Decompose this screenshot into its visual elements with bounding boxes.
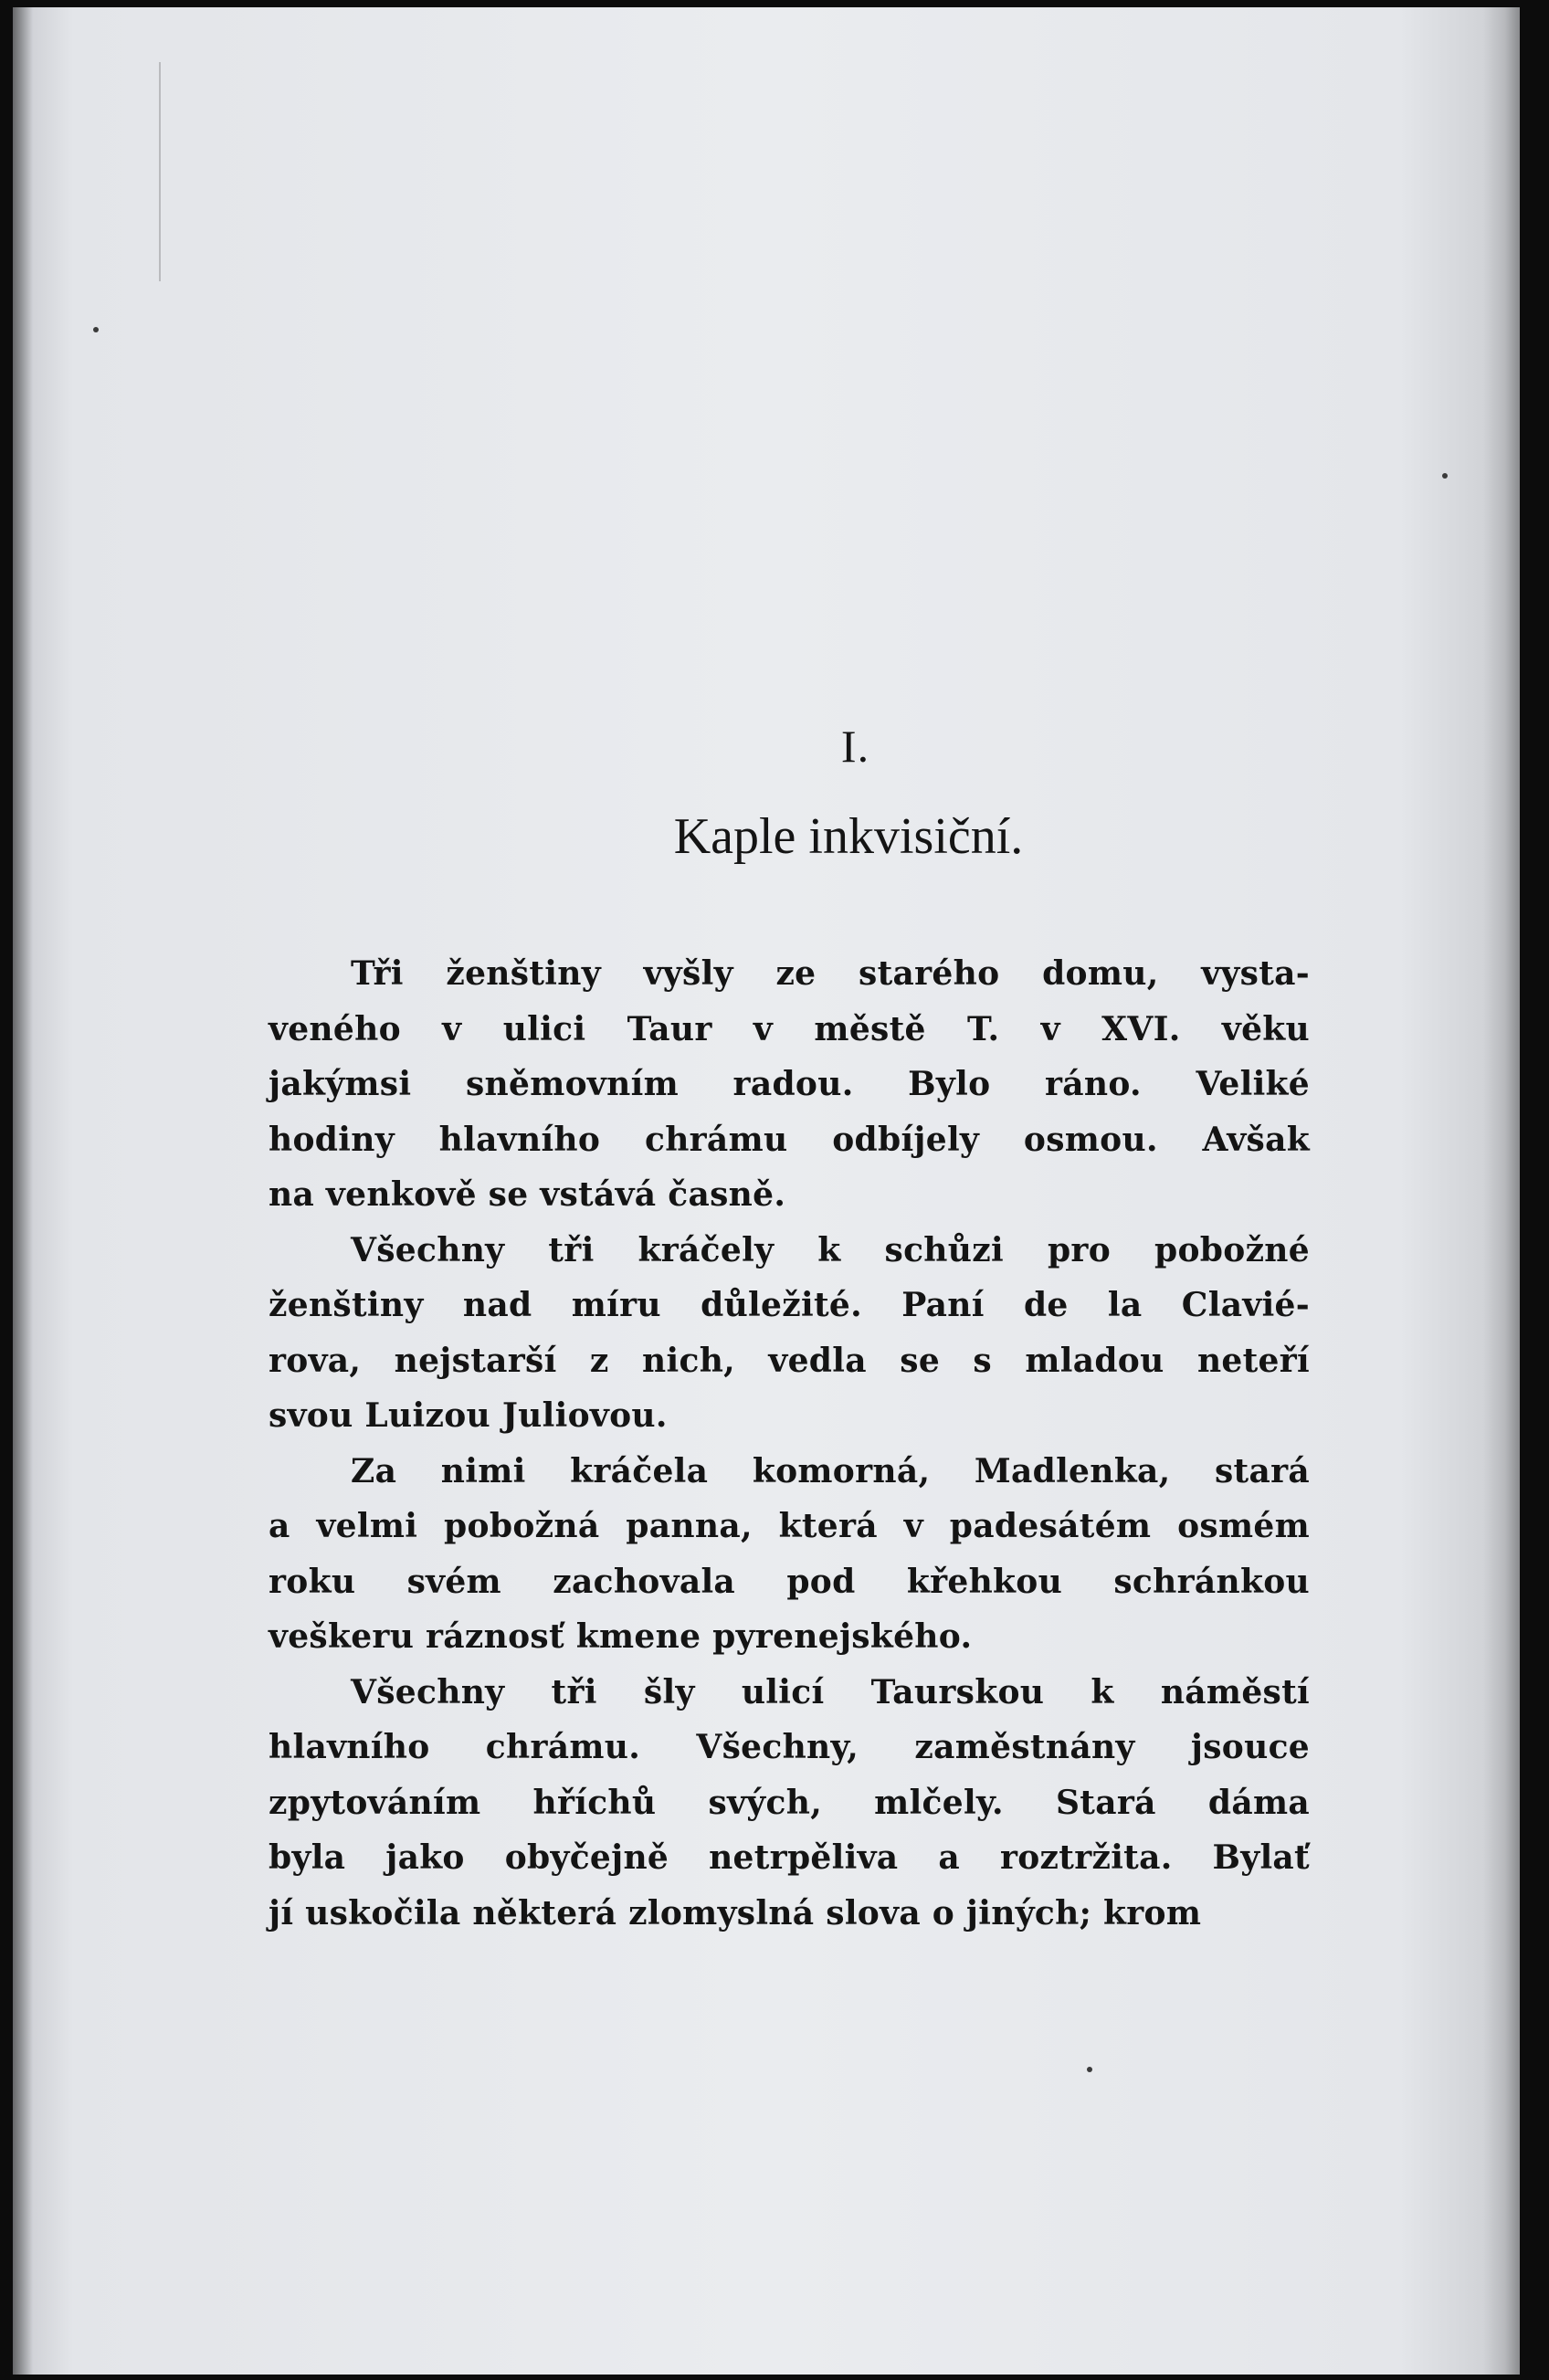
chapter-title: Kaple inkvisiční.	[673, 808, 1024, 865]
text-line: veškeru ráznosť kmene pyrenejského.	[269, 1617, 973, 1656]
text-line: a velmi pobožná panna, která v padesátém osmém	[269, 1507, 1310, 1545]
text-line: hlavního chrámu. Všechny, zaměstnány jsouce	[269, 1728, 1310, 1766]
paragraph	[269, 1444, 1310, 1665]
text-line: roku svém zachovala pod křehkou schránkou	[269, 1562, 1310, 1601]
text-line: Tři ženštiny vyšly ze starého domu, vysta-	[351, 954, 1310, 993]
paragraph	[269, 1665, 1310, 1942]
text-line: na venkově se vstává časně.	[269, 1175, 786, 1214]
text-line: zpytováním hříchů svých, mlčely. Stará dáma	[269, 1783, 1310, 1822]
body-text	[269, 946, 1310, 1941]
book-page	[13, 7, 1520, 2375]
text-line: jí uskočila některá zlomyslná slova o jiných; krom	[269, 1893, 1202, 1932]
page-speck	[1442, 473, 1448, 479]
page-speck	[93, 327, 99, 332]
paragraph	[269, 1223, 1310, 1444]
text-line: Všechny tři kráčely k schůzi pro pobožné	[351, 1230, 1310, 1269]
text-line: hodiny hlavního chrámu odbíjely osmou. Avšak	[269, 1120, 1310, 1159]
text-line: jakýmsi sněmovním radou. Bylo ráno. Veliké	[269, 1065, 1310, 1103]
text-line: svou Luizou Juliovou.	[269, 1396, 668, 1435]
page-content	[269, 720, 1310, 1941]
text-line: Za nimi kráčela komorná, Madlenka, stará	[351, 1451, 1310, 1490]
page-right-edge-shadow	[1483, 7, 1520, 2375]
text-line: rova, nejstarší z nich, vedla se s mladou neteří	[269, 1341, 1310, 1380]
paragraph	[269, 946, 1310, 1223]
text-line: Všechny tři šly ulicí Taurskou k náměstí	[351, 1672, 1310, 1711]
text-line: veného v ulici Taur v městě T. v XVI. věku	[269, 1009, 1310, 1048]
page-crease	[159, 62, 161, 281]
text-line: byla jako obyčejně netrpěliva a roztržita. Bylať	[269, 1838, 1310, 1877]
chapter-number: I.	[840, 721, 870, 772]
page-speck	[1087, 2067, 1092, 2072]
text-line: ženštiny nad míru důležité. Paní de la Clavié-	[269, 1286, 1310, 1324]
page-left-edge-shadow	[13, 7, 33, 2375]
